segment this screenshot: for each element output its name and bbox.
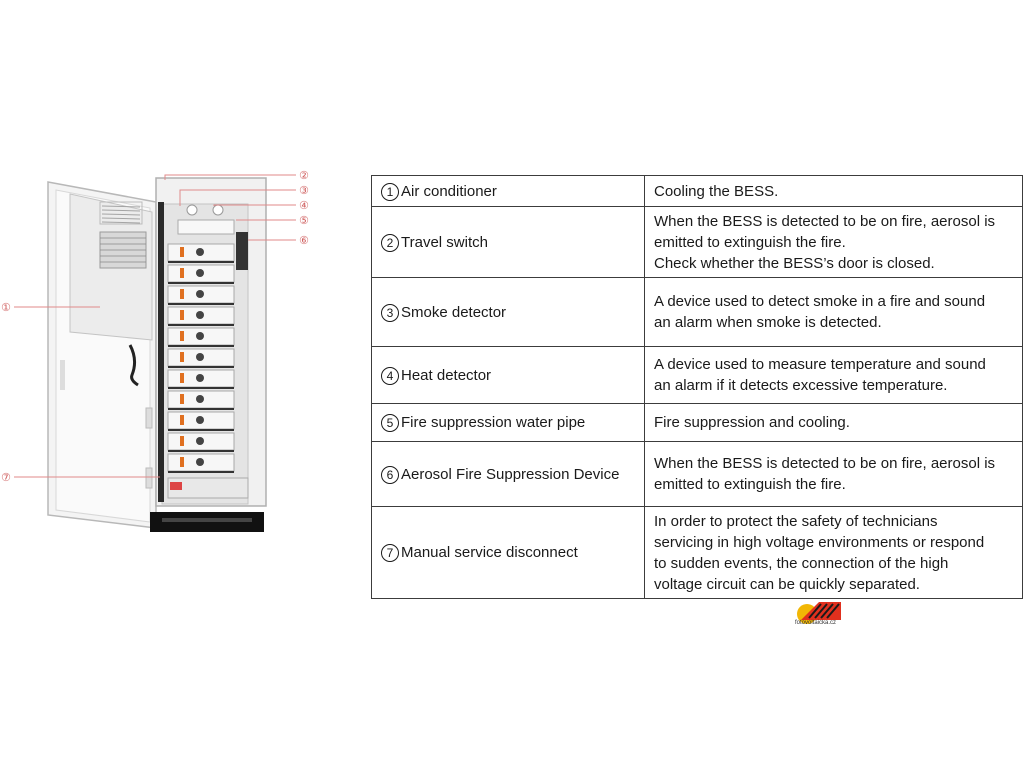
part-name: Fire suppression water pipe (401, 414, 586, 431)
table-row (372, 442, 1023, 507)
part-description-cell (645, 207, 1023, 278)
part-number-badge: 4 (381, 367, 399, 385)
description-line: voltage circuit can be quickly separated. (654, 575, 920, 593)
air-conditioner-unit (70, 194, 152, 340)
battery-module (168, 244, 234, 263)
description-line: When the BESS is detected to be on fire, aerosol is (654, 455, 996, 472)
cabinet-body (150, 178, 266, 532)
part-description-cell (645, 404, 1023, 442)
part-name: Manual service disconnect (401, 544, 578, 561)
battery-module (168, 391, 234, 410)
part-number-badge: 5 (381, 414, 399, 432)
part-name-cell (372, 207, 645, 278)
callout-4: ④ (299, 199, 309, 212)
battery-module (168, 328, 234, 347)
part-description-cell (645, 176, 1023, 207)
bess-cabinet-diagram (0, 160, 330, 550)
description-line: Check whether the BESS’s door is closed. (654, 254, 935, 272)
callout-7: ⑦ (1, 471, 11, 484)
table-row (372, 404, 1023, 442)
components-table (371, 175, 1023, 599)
part-number-badge: 1 (381, 183, 399, 201)
part-name-cell (372, 404, 645, 442)
callout-3: ③ (299, 184, 309, 197)
description-line: Fire suppression and cooling. (654, 414, 850, 431)
battery-module (168, 349, 234, 368)
logo-text: fotovoltaicka.cz (795, 620, 837, 626)
battery-module (168, 454, 234, 473)
callout-6: ⑥ (299, 234, 309, 247)
part-name-cell (372, 442, 645, 507)
callout-5: ⑤ (299, 214, 309, 227)
description-line: servicing in high voltage environments or respond (654, 533, 985, 551)
table-row (372, 207, 1023, 278)
part-description-cell (645, 347, 1023, 404)
description-line: an alarm when smoke is detected. (654, 314, 882, 331)
description-line: A device used to measure temperature and sound (654, 356, 986, 373)
table-row (372, 176, 1023, 207)
description-line: emitted to extinguish the fire. (654, 476, 846, 493)
part-number-badge: 3 (381, 304, 399, 322)
part-name: Smoke detector (401, 303, 507, 321)
callout-2: ② (299, 169, 309, 182)
part-name: Heat detector (401, 366, 492, 384)
cabinet-door (48, 182, 156, 528)
description-line: emitted to extinguish the fire. (654, 233, 846, 251)
battery-modules (168, 244, 234, 473)
description-line: to sudden events, the connection of the high (654, 554, 949, 572)
battery-module (168, 307, 234, 326)
part-name: Travel switch (401, 233, 488, 251)
part-name-cell (372, 176, 645, 207)
fotovoltaicka-logo (793, 600, 845, 632)
part-description-cell (645, 442, 1023, 507)
battery-module (168, 433, 234, 452)
part-description-cell (645, 507, 1023, 599)
table-row (372, 347, 1023, 404)
battery-module (168, 412, 234, 431)
battery-module (168, 265, 234, 284)
part-number-badge: 7 (381, 544, 399, 562)
description-line: When the BESS is detected to be on fire, aerosol is (654, 212, 996, 230)
table-row (372, 507, 1023, 599)
description-line: an alarm if it detects excessive temperature. (654, 377, 948, 394)
part-description-cell (645, 278, 1023, 347)
part-name-cell (372, 507, 645, 599)
callout-1: ① (1, 301, 11, 314)
description-line: A device used to detect smoke in a fire and sound (654, 293, 986, 310)
part-name: Aerosol Fire Suppression Device (401, 465, 620, 483)
battery-module (168, 370, 234, 389)
part-name: Air conditioner (401, 182, 497, 200)
part-number-badge: 6 (381, 466, 399, 484)
part-number-badge: 2 (381, 234, 399, 252)
part-name-cell (372, 278, 645, 347)
description-line: In order to protect the safety of technicians (654, 512, 938, 530)
table-row (372, 278, 1023, 347)
description-line: Cooling the BESS. (654, 182, 779, 200)
part-name-cell (372, 347, 645, 404)
battery-module (168, 286, 234, 305)
